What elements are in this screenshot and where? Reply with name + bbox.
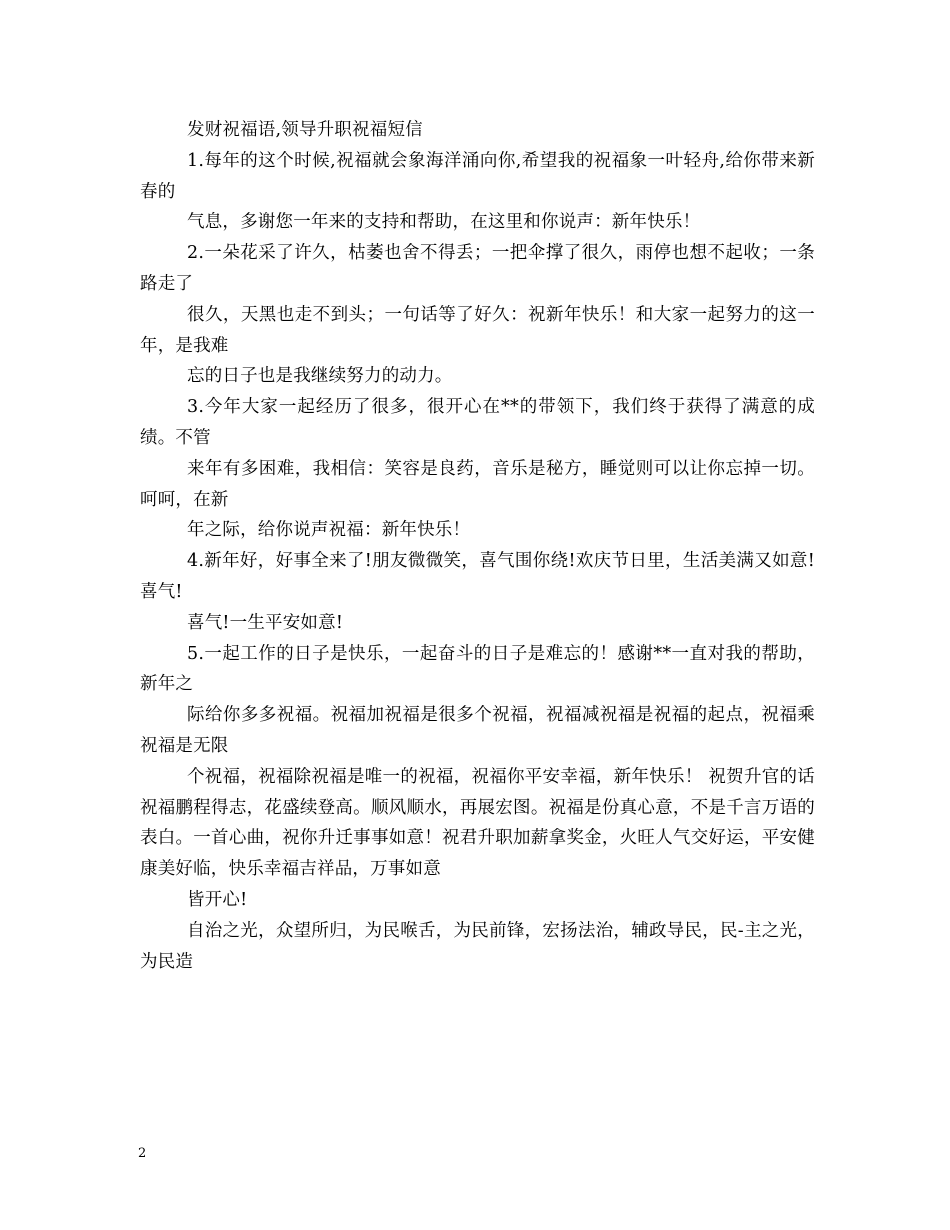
paragraph: 4.新年好，好事全来了!朋友微微笑，喜气围你绕!欢庆节日里，生活美满又如意!喜气! — [140, 551, 815, 602]
document-body — [140, 115, 815, 977]
paragraph: 个祝福，祝福除祝福是唯一的祝福，祝福你平安幸福，新年快乐！ 祝贺升官的话 祝福鹏程得志，花盛续登高。顺风顺水，再展宏图。祝福是份真心意，不是千言万语的表白。一首心曲，祝你升迁事事如意！祝君升职加薪拿奖金，火旺人气交好运，平安健康美好临，快乐幸福吉祥品，万事如意 — [140, 766, 815, 880]
paragraph: 2.一朵花采了许久，枯萎也舍不得丢；一把伞撑了很久，雨停也想不起收；一条路走了 — [140, 243, 815, 294]
paragraph: 3.今年大家一起经历了很多，很开心在**的带领下，我们终于获得了满意的成绩。不管 — [140, 397, 815, 448]
paragraph: 气息，多谢您一年来的支持和帮助，在这里和你说声：新年快乐！ — [187, 212, 701, 233]
paragraph: 际给你多多祝福。祝福加祝福是很多个祝福，祝福减祝福是祝福的起点，祝福乘祝福是无限 — [140, 705, 815, 756]
paragraph: 皆开心! — [187, 889, 248, 910]
paragraph: 年之际，给你说声祝福：新年快乐！ — [187, 520, 471, 541]
paragraph: 自治之光，众望所归，为民喉舌，为民前锋，宏扬法治，辅政导民，民-主之光，为民造 — [140, 920, 815, 972]
paragraph: 忘的日子也是我继续努力的动力。 — [187, 366, 453, 387]
paragraph: 1.每年的这个时候,祝福就会象海洋涌向你,希望我的祝福象一叶轻舟,给你带来新春的 — [140, 150, 815, 202]
paragraph: 喜气!一生平安如意! — [187, 612, 344, 633]
paragraph: 来年有多困难，我相信：笑容是良药，音乐是秘方，睡觉则可以让你忘掉一切。呵呵，在新 — [140, 458, 815, 510]
paragraph: 5.一起工作的日子是快乐，一起奋斗的日子是难忘的！感谢**一直对我的帮助，新年之 — [140, 643, 815, 695]
page-number: 2 — [138, 1146, 147, 1161]
document-title: 发财祝福语,领导升职祝福短信 — [187, 120, 423, 140]
paragraph: 很久，天黑也走不到头；一句话等了好久：祝新年快乐！和大家一起努力的这一年，是我难 — [140, 304, 815, 356]
